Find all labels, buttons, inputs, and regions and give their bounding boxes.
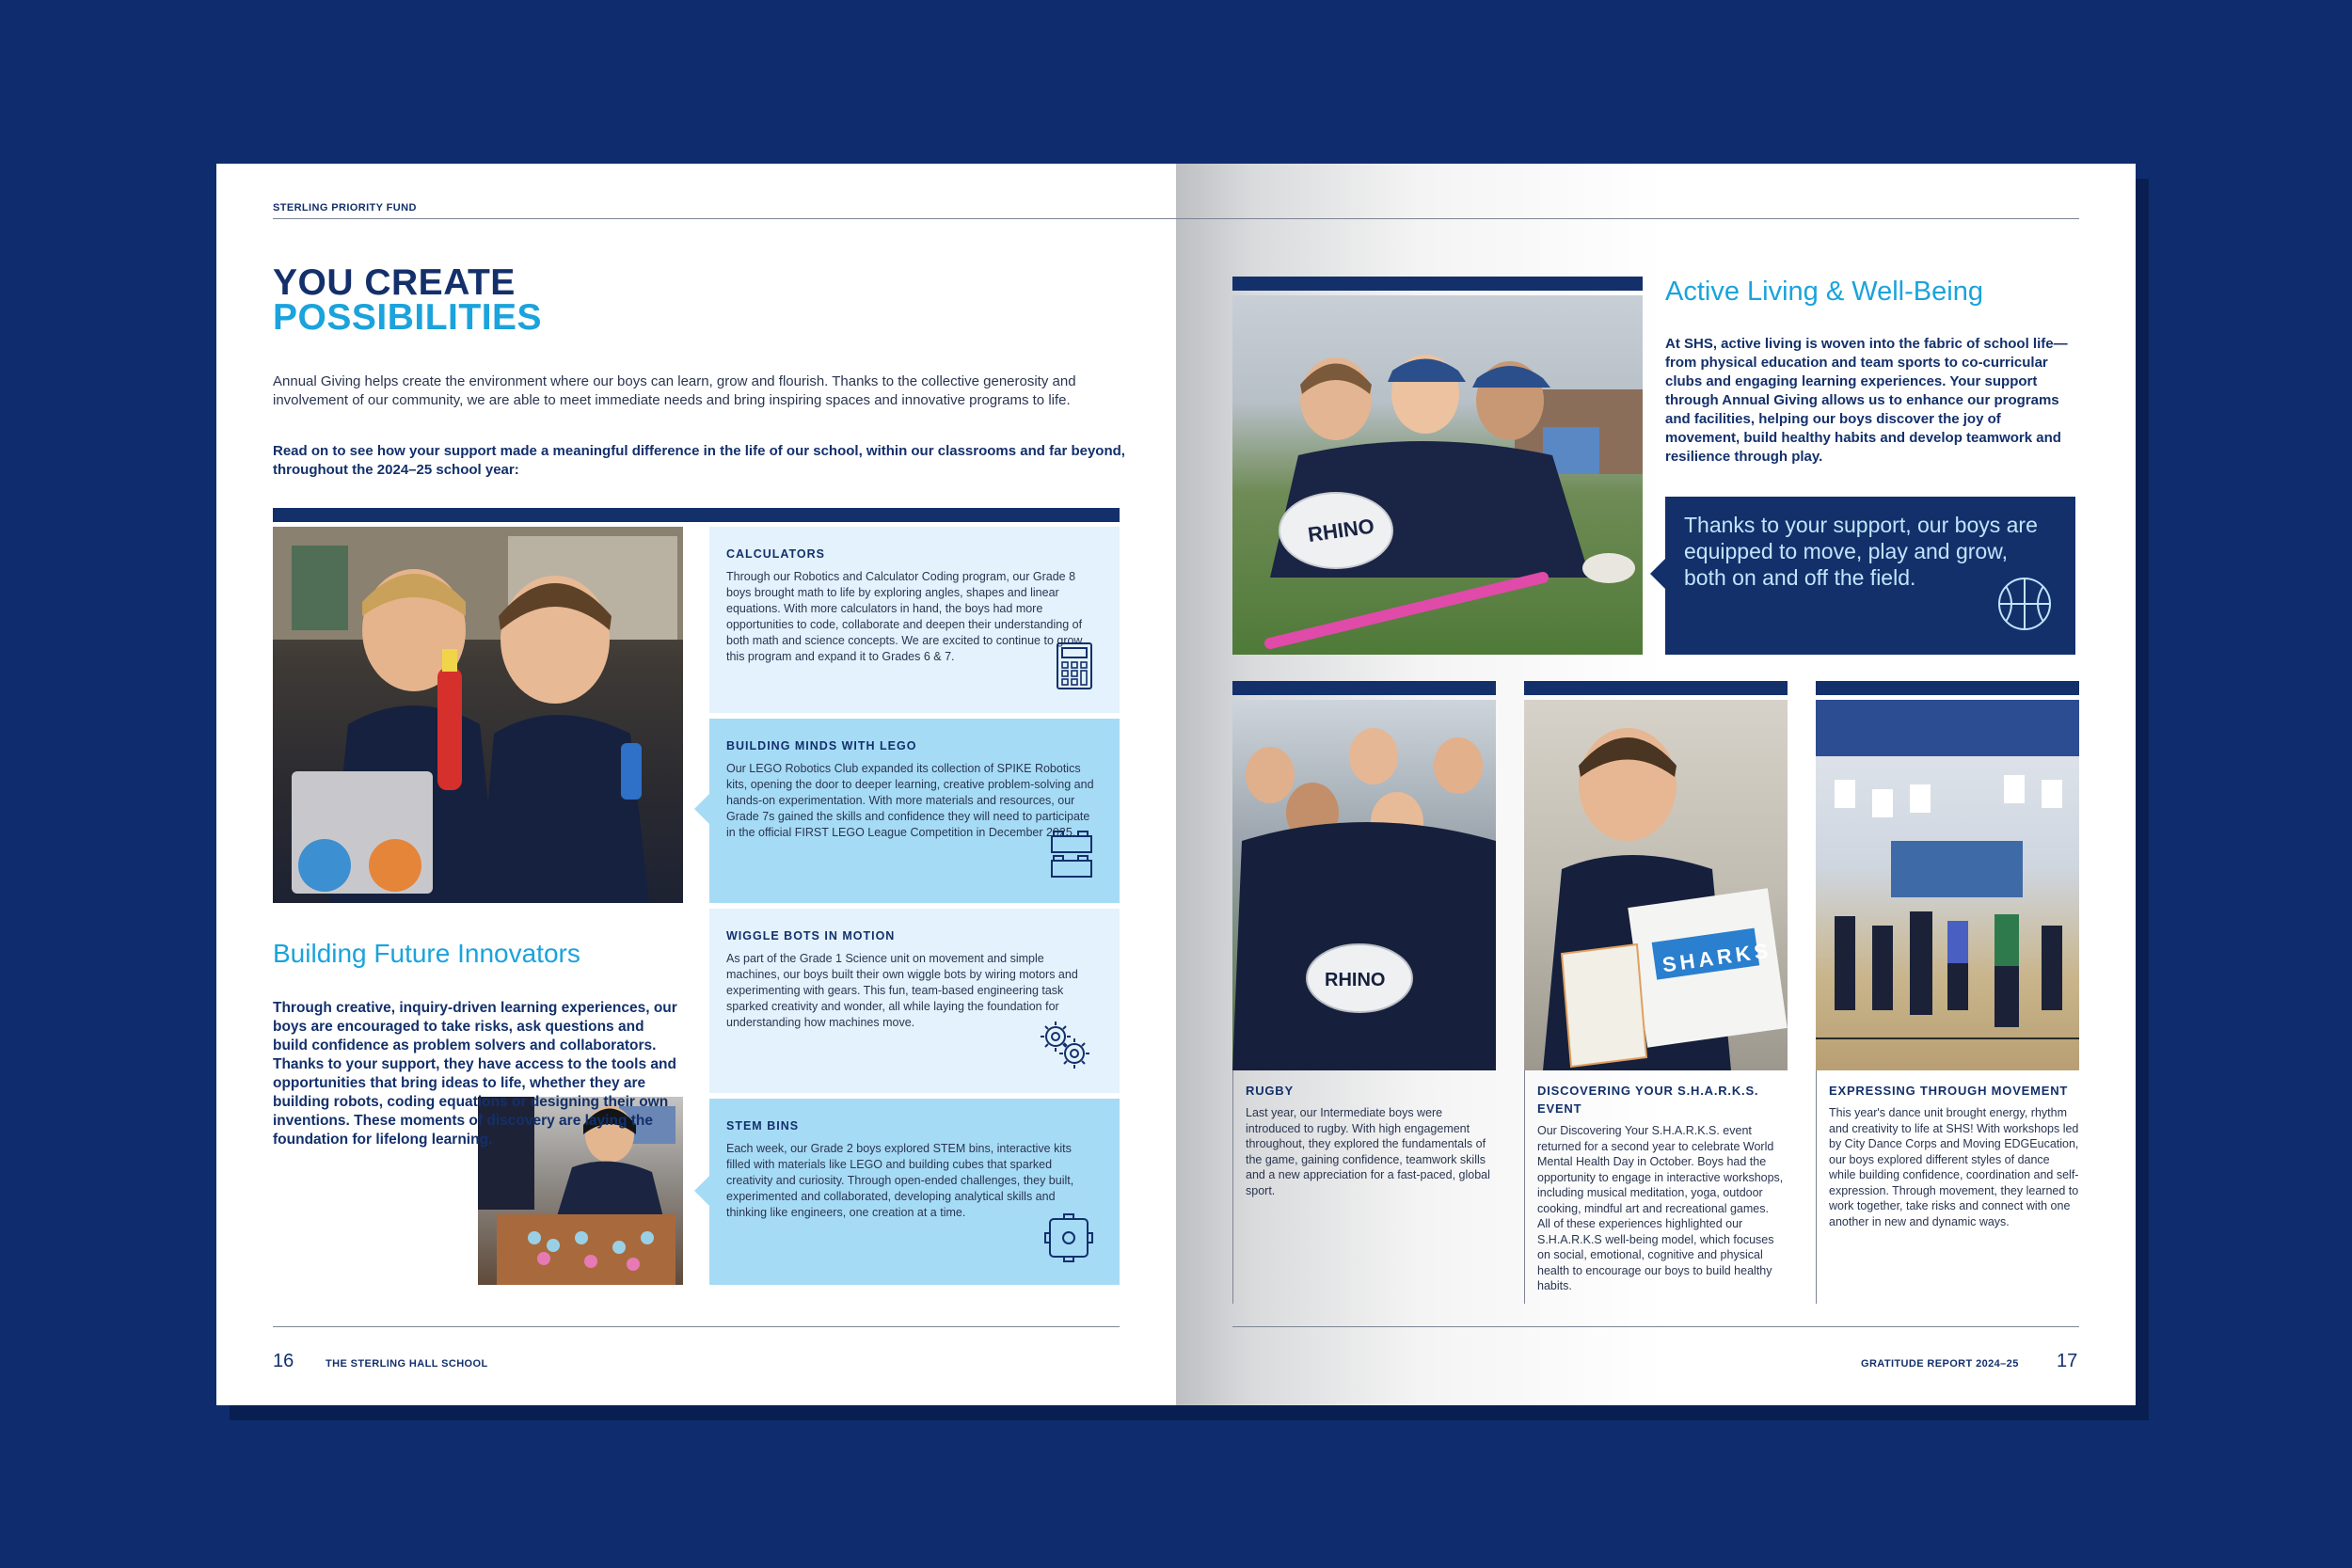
left-page [216,164,1176,1405]
movement-caption [1829,1082,2079,1229]
brochure-spread [216,164,2136,1405]
robotics-photo [273,527,683,903]
sharks-letters: SHARKS [1661,938,1773,977]
gears-icon [1037,1018,1093,1070]
callout-box [1665,497,2075,655]
school-name-footer: THE STERLING HALL SCHOOL [326,1358,488,1370]
title-line-2: POSSIBILITIES [273,297,543,338]
section-title: Active Living & Well-Being [1665,277,1983,307]
section-text [273,999,681,1149]
stem-bins-box [709,1099,1120,1285]
page-title [273,262,543,338]
photo-bar [1816,681,2079,695]
page-number: 17 [2057,1351,2078,1371]
lego-brick-icon [1050,824,1093,880]
caption-title: DISCOVERING YOUR S.H.A.R.K.S. EVENT [1537,1084,1759,1116]
box-text: As part of the Grade 1 Science unit on movement and simple machines, our boys built their own wiggle bots by wiring motors and experimenting with gears. This fun, team-based engineering task sparked creativity and wonder, all while laying the foundation for understanding how machines move. [726,952,1078,1029]
rugby-team-photo [1232,700,1496,1070]
footer-rule [273,1326,1120,1327]
building-cube-icon [1044,1213,1093,1262]
header-rule [1176,218,2079,219]
intro-bold-paragraph: Read on to see how your support made a meaningful difference in the life of our school, within our classrooms and far beyond, throughout the 2024–25 school year: [273,443,1125,478]
column-divider [1524,1070,1525,1304]
section-text: At SHS, active living is woven into the fabric of school life—from physical education and team sports to co-curricular clubs and engaging learning experiences. Your support through Annual Giving allows us to enhance our programs and facilities, helping our boys discover the joy of movement, build healthy habits and develop teamwork and resilience through play. [1665,336,2068,465]
box-title: CALCULATORS [726,547,825,561]
sharks-event-photo [1524,700,1788,1070]
wiggle-bots-box [709,909,1120,1093]
box-text: Each week, our Grade 2 boys explored STEM bins, interactive kits filled with materials like LEGO and building cubes that sparked creativity and curiosity. Through open-ended challenges, they built, experimented and collaborated, developing analytical skills and thinking like engineers, one creation at a time. [726,1142,1074,1219]
ball-print: RHINO [1325,970,1386,990]
caption-title: EXPRESSING THROUGH MOVEMENT [1829,1084,2069,1098]
lego-box [709,719,1120,903]
box-text: Our LEGO Robotics Club expanded its collection of SPIKE Robotics kits, opening the door to deeper learning, creative problem-solving and hands-on experimentation. With more materials and resources, our Grade 7s gained the skills and confidence they will need to participate in the official FIRST LEGO League Competition in December 2025. [726,762,1094,839]
sharks-caption [1537,1082,1784,1294]
callout-pointer [1650,559,1665,589]
lego-box-pointer [694,794,709,824]
caption-text: Our Discovering Your S.H.A.R.K.S. event returned for a second year to celebrate World Mental Health Day in October. Boys had the opportunity to engage in interactive workshops, including musical meditation, yoga, outdoor cooking, mindful art and recreational games. All of these experiences highlighted our S.H.A.R.K.S well-being model, which focuses on social, emotional, cognitive and physical health to encourage our boys to build healthy habits. [1537,1124,1784,1292]
friends-field-photo [1232,295,1643,655]
section-bar [273,508,1120,522]
footer-rule [1232,1326,2079,1327]
box-title: STEM BINS [726,1119,800,1132]
page-number: 16 [273,1351,294,1371]
caption-text: Last year, our Intermediate boys were introduced to rugby. With high engagement throughout, they explored the fundamentals of the game, gaining confidence, teamwork skills and a new appreciation for a fast-paced, global sport. [1246,1106,1490,1197]
right-page [1176,164,2136,1405]
box-title: BUILDING MINDS WITH LEGO [726,739,917,752]
photo-bar [1232,277,1643,291]
intro-paragraph: Annual Giving helps create the environment where our boys can learn, grow and flourish. Thanks to the collective generosity and involvement of our community, we are able to meet immediate needs and bring inspiring spaces and innovative programs to life. [273,373,1076,408]
basketball-icon [1996,576,2053,632]
column-divider [1232,1070,1233,1304]
column-divider [1816,1070,1817,1304]
caption-text: This year's dance unit brought energy, rhythm and creativity to life at SHS! With workshops led by City Dance Corps and Moving EDGEucation, our boys explored different styles of dance while building confidence, coordination and self-expression. Through movement, they learned to work together, take risks and connect with one another in new and dynamic ways. [1829,1106,2079,1228]
photo-bar [1524,681,1788,695]
box-title: WIGGLE BOTS IN MOTION [726,929,896,942]
calculator-icon [1056,641,1093,690]
title-line-1: YOU CREATE [273,262,516,303]
section-title: Building Future Innovators [273,939,580,968]
ball-print: RHINO [1306,514,1376,547]
dance-gym-photo [1816,700,2079,1070]
stem-box-pointer [694,1176,709,1206]
section-text-flow: Through creative, inquiry-driven learning experiences, our boys are encouraged to take risks, ask questions and build confidence as problem solvers and collaborators. Thanks to your support, they have access to the tools and opportunities that bring ideas to life, whether they are building robots, coding equations or designing their own inventions. These moments of discovery are laying the foundation for lifelong learning. [273,1000,677,1148]
callout-text: Thanks to your support, our boys are equipped to move, play and grow, both on and off the field. [1684,513,2038,590]
rugby-caption [1246,1082,1492,1198]
box-text: Through our Robotics and Calculator Coding program, our Grade 8 boys brought math to life by exploring angles, shapes and linear equations. With more calculators in hand, the boys had more opportunities to code, collaborate and deepen their understanding of both math and science concepts. We are excited to continue to grow this program and expand it to Grades 6 & 7. [726,570,1083,663]
photo-bar [1232,681,1496,695]
caption-title: RUGBY [1246,1084,1294,1098]
running-head: STERLING PRIORITY FUND [273,202,417,214]
header-rule [273,218,1176,219]
report-name-footer: GRATITUDE REPORT 2024–25 [1861,1358,2019,1370]
calculators-box [709,527,1120,713]
